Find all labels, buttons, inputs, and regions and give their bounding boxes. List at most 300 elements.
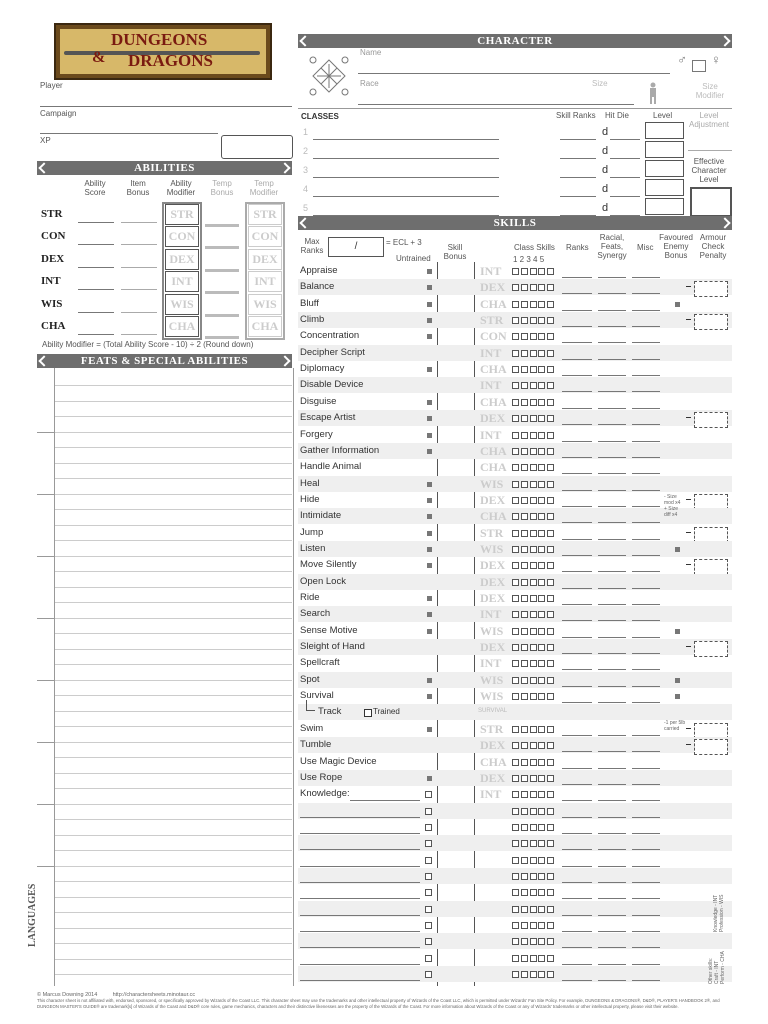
class-skill-checkbox[interactable] bbox=[547, 955, 554, 962]
skill-row[interactable] bbox=[298, 525, 732, 541]
racial-line[interactable] bbox=[598, 620, 626, 621]
ranks-line[interactable] bbox=[562, 800, 592, 801]
class-skill-checkbox[interactable] bbox=[521, 759, 528, 766]
class-skill-checkbox[interactable] bbox=[521, 808, 528, 815]
class-skill-checkbox[interactable] bbox=[521, 611, 528, 618]
ability-score-line[interactable] bbox=[78, 244, 114, 245]
temp-modifier-cell[interactable]: CON bbox=[248, 226, 282, 247]
class-skill-checkbox[interactable] bbox=[521, 301, 528, 308]
class-skill-checkbox[interactable] bbox=[512, 742, 519, 749]
ranks-line[interactable] bbox=[562, 669, 592, 670]
ability-modifier-cell[interactable]: STR bbox=[165, 204, 199, 225]
class-skill-checkbox[interactable] bbox=[538, 791, 545, 798]
class-skill-checkbox[interactable] bbox=[538, 579, 545, 586]
class-skill-checkbox[interactable] bbox=[530, 693, 537, 700]
knowledge-name-line[interactable] bbox=[300, 947, 420, 948]
max-ranks-box[interactable]: / bbox=[328, 237, 384, 257]
class-skill-checkbox[interactable] bbox=[538, 333, 545, 340]
class-skill-checkbox[interactable] bbox=[538, 546, 545, 553]
ranks-line[interactable] bbox=[562, 555, 592, 556]
class-skill-checkbox[interactable] bbox=[538, 595, 545, 602]
knowledge-row[interactable] bbox=[298, 786, 732, 802]
ranks-line[interactable] bbox=[562, 604, 592, 605]
ranks-line[interactable] bbox=[562, 473, 592, 474]
skill-row[interactable] bbox=[298, 427, 732, 443]
misc-line[interactable] bbox=[632, 768, 660, 769]
class-skill-checkbox[interactable] bbox=[530, 579, 537, 586]
campaign-line[interactable] bbox=[40, 133, 218, 134]
class-skill-checkbox[interactable] bbox=[530, 824, 537, 831]
class-skill-checkbox[interactable] bbox=[530, 350, 537, 357]
ranks-line[interactable] bbox=[562, 833, 592, 834]
skill-row[interactable] bbox=[298, 655, 732, 671]
class-skill-checkbox[interactable] bbox=[512, 595, 519, 602]
class-skill-checkbox[interactable] bbox=[521, 366, 528, 373]
class-skill-checkbox[interactable] bbox=[521, 857, 528, 864]
ranks-line[interactable] bbox=[562, 768, 592, 769]
misc-line[interactable] bbox=[632, 882, 660, 883]
temp-modifier-cell[interactable]: CHA bbox=[248, 316, 282, 337]
racial-line[interactable] bbox=[598, 490, 626, 491]
knowledge-row[interactable] bbox=[298, 803, 732, 819]
racial-line[interactable] bbox=[598, 866, 626, 867]
gender-box[interactable] bbox=[692, 60, 706, 72]
class-skill-checkbox[interactable] bbox=[547, 693, 554, 700]
class-skill-checkbox[interactable] bbox=[512, 660, 519, 667]
racial-line[interactable] bbox=[598, 637, 626, 638]
class-skill-checkbox[interactable] bbox=[530, 415, 537, 422]
temp-modifier-cell[interactable]: STR bbox=[248, 204, 282, 225]
class-skill-checkbox[interactable] bbox=[547, 562, 554, 569]
class-skill-ranks-line[interactable] bbox=[560, 196, 596, 197]
gender-male-icon[interactable]: ♂ bbox=[677, 52, 687, 67]
misc-line[interactable] bbox=[632, 898, 660, 899]
class-skill-checkbox[interactable] bbox=[521, 938, 528, 945]
temp-bonus-line[interactable] bbox=[205, 269, 239, 272]
skill-row[interactable] bbox=[298, 721, 732, 737]
class-skill-checkbox[interactable] bbox=[530, 971, 537, 978]
class-skill-checkbox[interactable] bbox=[547, 579, 554, 586]
skill-row[interactable] bbox=[298, 279, 732, 295]
class-skill-checkbox[interactable] bbox=[512, 873, 519, 880]
class-skill-checkbox[interactable] bbox=[530, 284, 537, 291]
class-skill-checkbox[interactable] bbox=[521, 971, 528, 978]
knowledge-name-line[interactable] bbox=[300, 882, 420, 883]
item-bonus-line[interactable] bbox=[121, 222, 157, 223]
class-skill-checkbox[interactable] bbox=[521, 448, 528, 455]
class-skill-checkbox[interactable] bbox=[547, 775, 554, 782]
skill-row[interactable] bbox=[298, 754, 732, 770]
racial-line[interactable] bbox=[598, 588, 626, 589]
class-skill-checkbox[interactable] bbox=[521, 660, 528, 667]
class-skill-checkbox[interactable] bbox=[512, 382, 519, 389]
class-level-box[interactable] bbox=[645, 160, 684, 177]
class-skill-checkbox[interactable] bbox=[538, 611, 545, 618]
class-skill-checkbox[interactable] bbox=[530, 611, 537, 618]
class-skill-checkbox[interactable] bbox=[512, 791, 519, 798]
class-skill-checkbox[interactable] bbox=[547, 513, 554, 520]
misc-line[interactable] bbox=[632, 620, 660, 621]
knowledge-name-line[interactable] bbox=[300, 817, 420, 818]
class-skill-checkbox[interactable] bbox=[547, 481, 554, 488]
class-skill-checkbox[interactable] bbox=[547, 840, 554, 847]
feats-area[interactable] bbox=[54, 368, 294, 986]
class-skill-checkbox[interactable] bbox=[530, 546, 537, 553]
class-skill-checkbox[interactable] bbox=[530, 366, 537, 373]
class-skill-checkbox[interactable] bbox=[547, 268, 554, 275]
ability-modifier-cell[interactable]: WIS bbox=[165, 294, 199, 315]
item-bonus-line[interactable] bbox=[121, 289, 157, 290]
misc-line[interactable] bbox=[632, 866, 660, 867]
misc-line[interactable] bbox=[632, 702, 660, 703]
class-skill-checkbox[interactable] bbox=[538, 840, 545, 847]
class-skill-checkbox[interactable] bbox=[547, 546, 554, 553]
class-skill-checkbox[interactable] bbox=[512, 350, 519, 357]
effective-level-box[interactable] bbox=[690, 187, 732, 217]
class-skill-checkbox[interactable] bbox=[538, 889, 545, 896]
class-skill-checkbox[interactable] bbox=[530, 464, 537, 471]
ranks-line[interactable] bbox=[562, 375, 592, 376]
class-skill-checkbox[interactable] bbox=[530, 530, 537, 537]
ranks-line[interactable] bbox=[562, 915, 592, 916]
skill-row[interactable] bbox=[298, 459, 732, 475]
racial-line[interactable] bbox=[598, 375, 626, 376]
misc-line[interactable] bbox=[632, 424, 660, 425]
class-skill-checkbox[interactable] bbox=[547, 791, 554, 798]
skill-row[interactable] bbox=[298, 606, 732, 622]
class-skill-checkbox[interactable] bbox=[538, 775, 545, 782]
skill-row[interactable] bbox=[298, 443, 732, 459]
class-skill-checkbox[interactable] bbox=[547, 759, 554, 766]
class-skill-checkbox[interactable] bbox=[547, 366, 554, 373]
class-skill-checkbox[interactable] bbox=[521, 268, 528, 275]
racial-line[interactable] bbox=[598, 702, 626, 703]
temp-bonus-line[interactable] bbox=[205, 224, 239, 227]
racial-line[interactable] bbox=[598, 980, 626, 981]
misc-line[interactable] bbox=[632, 391, 660, 392]
class-skill-checkbox[interactable] bbox=[521, 333, 528, 340]
class-skill-checkbox[interactable] bbox=[521, 693, 528, 700]
class-skill-checkbox[interactable] bbox=[530, 742, 537, 749]
misc-line[interactable] bbox=[632, 506, 660, 507]
misc-line[interactable] bbox=[632, 490, 660, 491]
class-skill-checkbox[interactable] bbox=[547, 448, 554, 455]
class-skill-checkbox[interactable] bbox=[521, 382, 528, 389]
knowledge-untrained-checkbox[interactable] bbox=[425, 889, 432, 896]
class-skill-checkbox[interactable] bbox=[530, 759, 537, 766]
racial-line[interactable] bbox=[598, 473, 626, 474]
class-skill-checkbox[interactable] bbox=[530, 906, 537, 913]
class-skill-checkbox[interactable] bbox=[521, 432, 528, 439]
ranks-line[interactable] bbox=[562, 342, 592, 343]
class-skill-checkbox[interactable] bbox=[530, 399, 537, 406]
class-skill-checkbox[interactable] bbox=[538, 382, 545, 389]
knowledge-untrained-checkbox[interactable] bbox=[425, 906, 432, 913]
class-skill-checkbox[interactable] bbox=[512, 971, 519, 978]
class-skill-checkbox[interactable] bbox=[512, 546, 519, 553]
class-skill-checkbox[interactable] bbox=[547, 808, 554, 815]
xp-box[interactable] bbox=[221, 135, 293, 159]
class-skill-checkbox[interactable] bbox=[547, 824, 554, 831]
misc-line[interactable] bbox=[632, 522, 660, 523]
racial-line[interactable] bbox=[598, 931, 626, 932]
class-skill-checkbox[interactable] bbox=[538, 350, 545, 357]
knowledge-row[interactable] bbox=[298, 868, 732, 884]
knowledge-name-line[interactable] bbox=[350, 800, 420, 801]
knowledge-untrained-checkbox[interactable] bbox=[425, 922, 432, 929]
ranks-line[interactable] bbox=[562, 751, 592, 752]
item-bonus-line[interactable] bbox=[121, 267, 157, 268]
class-skill-checkbox[interactable] bbox=[538, 857, 545, 864]
class-skill-checkbox[interactable] bbox=[521, 824, 528, 831]
class-skill-checkbox[interactable] bbox=[530, 873, 537, 880]
racial-line[interactable] bbox=[598, 686, 626, 687]
class-skill-checkbox[interactable] bbox=[547, 464, 554, 471]
knowledge-untrained-checkbox[interactable] bbox=[425, 824, 432, 831]
class-skill-checkbox[interactable] bbox=[530, 938, 537, 945]
ranks-line[interactable] bbox=[562, 310, 592, 311]
misc-line[interactable] bbox=[632, 588, 660, 589]
race-line[interactable] bbox=[358, 104, 634, 105]
racial-line[interactable] bbox=[598, 522, 626, 523]
class-level-box[interactable] bbox=[645, 179, 684, 196]
skill-row[interactable] bbox=[298, 345, 732, 361]
class-skill-checkbox[interactable] bbox=[547, 677, 554, 684]
class-skill-checkbox[interactable] bbox=[512, 889, 519, 896]
skill-row[interactable] bbox=[298, 639, 732, 655]
skill-row[interactable] bbox=[298, 410, 732, 426]
class-skill-checkbox[interactable] bbox=[512, 628, 519, 635]
class-skill-checkbox[interactable] bbox=[538, 971, 545, 978]
racial-line[interactable] bbox=[598, 539, 626, 540]
ranks-line[interactable] bbox=[562, 457, 592, 458]
knowledge-untrained-checkbox[interactable] bbox=[425, 873, 432, 880]
class-skill-checkbox[interactable] bbox=[547, 611, 554, 618]
knowledge-row[interactable] bbox=[298, 966, 732, 982]
class-skill-checkbox[interactable] bbox=[530, 317, 537, 324]
class-skill-checkbox[interactable] bbox=[521, 415, 528, 422]
class-skill-checkbox[interactable] bbox=[538, 677, 545, 684]
class-skill-checkbox[interactable] bbox=[547, 938, 554, 945]
knowledge-row[interactable] bbox=[298, 933, 732, 949]
class-skill-checkbox[interactable] bbox=[521, 513, 528, 520]
racial-line[interactable] bbox=[598, 359, 626, 360]
class-skill-checkbox[interactable] bbox=[512, 481, 519, 488]
class-skill-checkbox[interactable] bbox=[521, 955, 528, 962]
class-skill-checkbox[interactable] bbox=[547, 284, 554, 291]
class-skill-checkbox[interactable] bbox=[547, 317, 554, 324]
misc-line[interactable] bbox=[632, 326, 660, 327]
ability-modifier-cell[interactable]: DEX bbox=[165, 249, 199, 270]
knowledge-untrained-checkbox[interactable] bbox=[425, 955, 432, 962]
class-skill-checkbox[interactable] bbox=[512, 611, 519, 618]
racial-line[interactable] bbox=[598, 833, 626, 834]
class-skill-checkbox[interactable] bbox=[547, 922, 554, 929]
misc-line[interactable] bbox=[632, 604, 660, 605]
player-line[interactable] bbox=[40, 106, 292, 107]
misc-line[interactable] bbox=[632, 800, 660, 801]
class-skill-checkbox[interactable] bbox=[521, 579, 528, 586]
class-skill-ranks-line[interactable] bbox=[560, 139, 596, 140]
class-skill-checkbox[interactable] bbox=[521, 562, 528, 569]
class-skill-checkbox[interactable] bbox=[538, 415, 545, 422]
class-skill-checkbox[interactable] bbox=[547, 415, 554, 422]
class-skill-checkbox[interactable] bbox=[521, 791, 528, 798]
class-skill-checkbox[interactable] bbox=[521, 775, 528, 782]
class-skill-checkbox[interactable] bbox=[547, 660, 554, 667]
skill-row[interactable] bbox=[298, 688, 732, 704]
class-skill-checkbox[interactable] bbox=[512, 448, 519, 455]
skill-row[interactable] bbox=[298, 312, 732, 328]
class-name-line[interactable] bbox=[313, 158, 499, 159]
class-skill-checkbox[interactable] bbox=[530, 726, 537, 733]
ability-score-line[interactable] bbox=[78, 334, 114, 335]
temp-modifier-cell[interactable]: INT bbox=[248, 271, 282, 292]
skill-row[interactable] bbox=[298, 672, 732, 688]
misc-line[interactable] bbox=[632, 293, 660, 294]
misc-line[interactable] bbox=[632, 669, 660, 670]
class-skill-checkbox[interactable] bbox=[547, 399, 554, 406]
knowledge-name-line[interactable] bbox=[300, 866, 420, 867]
class-skill-checkbox[interactable] bbox=[512, 562, 519, 569]
ability-score-line[interactable] bbox=[78, 267, 114, 268]
racial-line[interactable] bbox=[598, 342, 626, 343]
class-skill-checkbox[interactable] bbox=[512, 922, 519, 929]
ranks-line[interactable] bbox=[562, 702, 592, 703]
class-skill-checkbox[interactable] bbox=[538, 873, 545, 880]
class-skill-checkbox[interactable] bbox=[512, 857, 519, 864]
class-skill-checkbox[interactable] bbox=[512, 366, 519, 373]
ranks-line[interactable] bbox=[562, 980, 592, 981]
class-skill-checkbox[interactable] bbox=[521, 873, 528, 880]
racial-line[interactable] bbox=[598, 408, 626, 409]
class-level-box[interactable] bbox=[645, 122, 684, 139]
class-skill-checkbox[interactable] bbox=[530, 840, 537, 847]
class-skill-checkbox[interactable] bbox=[521, 726, 528, 733]
skill-row[interactable] bbox=[298, 557, 732, 573]
class-skill-checkbox[interactable] bbox=[512, 955, 519, 962]
ranks-line[interactable] bbox=[562, 539, 592, 540]
class-skill-checkbox[interactable] bbox=[547, 382, 554, 389]
class-skill-checkbox[interactable] bbox=[538, 644, 545, 651]
class-skill-checkbox[interactable] bbox=[521, 628, 528, 635]
class-skill-checkbox[interactable] bbox=[530, 481, 537, 488]
class-skill-checkbox[interactable] bbox=[521, 546, 528, 553]
class-skill-checkbox[interactable] bbox=[538, 726, 545, 733]
class-skill-checkbox[interactable] bbox=[538, 742, 545, 749]
racial-line[interactable] bbox=[598, 947, 626, 948]
racial-line[interactable] bbox=[598, 310, 626, 311]
skill-row[interactable] bbox=[298, 361, 732, 377]
class-skill-checkbox[interactable] bbox=[521, 497, 528, 504]
knowledge-row[interactable] bbox=[298, 950, 732, 966]
misc-line[interactable] bbox=[632, 539, 660, 540]
misc-line[interactable] bbox=[632, 359, 660, 360]
temp-modifier-cell[interactable]: DEX bbox=[248, 249, 282, 270]
class-skill-checkbox[interactable] bbox=[530, 595, 537, 602]
class-name-line[interactable] bbox=[313, 177, 499, 178]
ability-score-line[interactable] bbox=[78, 289, 114, 290]
class-skill-checkbox[interactable] bbox=[530, 562, 537, 569]
temp-bonus-line[interactable] bbox=[205, 246, 239, 249]
misc-line[interactable] bbox=[632, 637, 660, 638]
racial-line[interactable] bbox=[598, 915, 626, 916]
misc-line[interactable] bbox=[632, 375, 660, 376]
class-skill-checkbox[interactable] bbox=[538, 922, 545, 929]
misc-line[interactable] bbox=[632, 457, 660, 458]
hit-die-line[interactable] bbox=[610, 158, 640, 159]
class-skill-checkbox[interactable] bbox=[547, 726, 554, 733]
class-skill-checkbox[interactable] bbox=[530, 660, 537, 667]
knowledge-untrained-checkbox[interactable] bbox=[425, 840, 432, 847]
misc-line[interactable] bbox=[632, 473, 660, 474]
ranks-line[interactable] bbox=[562, 817, 592, 818]
temp-modifier-cell[interactable]: WIS bbox=[248, 294, 282, 315]
class-skill-checkbox[interactable] bbox=[538, 513, 545, 520]
class-skill-checkbox[interactable] bbox=[538, 399, 545, 406]
item-bonus-line[interactable] bbox=[121, 244, 157, 245]
class-skill-checkbox[interactable] bbox=[530, 791, 537, 798]
hit-die-line[interactable] bbox=[610, 177, 640, 178]
racial-line[interactable] bbox=[598, 555, 626, 556]
knowledge-untrained-checkbox[interactable] bbox=[425, 938, 432, 945]
racial-line[interactable] bbox=[598, 653, 626, 654]
class-skill-checkbox[interactable] bbox=[530, 301, 537, 308]
class-skill-checkbox[interactable] bbox=[547, 644, 554, 651]
class-skill-checkbox[interactable] bbox=[547, 873, 554, 880]
class-skill-checkbox[interactable] bbox=[521, 644, 528, 651]
class-skill-checkbox[interactable] bbox=[512, 693, 519, 700]
misc-line[interactable] bbox=[632, 833, 660, 834]
class-skill-checkbox[interactable] bbox=[512, 644, 519, 651]
class-skill-checkbox[interactable] bbox=[547, 971, 554, 978]
class-skill-checkbox[interactable] bbox=[512, 301, 519, 308]
racial-line[interactable] bbox=[598, 768, 626, 769]
class-skill-checkbox[interactable] bbox=[538, 906, 545, 913]
ranks-line[interactable] bbox=[562, 391, 592, 392]
skill-row[interactable] bbox=[298, 377, 732, 393]
class-skill-checkbox[interactable] bbox=[538, 824, 545, 831]
knowledge-name-line[interactable] bbox=[300, 915, 420, 916]
gender-female-icon[interactable]: ♀ bbox=[711, 52, 721, 67]
class-skill-checkbox[interactable] bbox=[530, 382, 537, 389]
class-skill-checkbox[interactable] bbox=[538, 693, 545, 700]
knowledge-name-line[interactable] bbox=[300, 964, 420, 965]
misc-line[interactable] bbox=[632, 408, 660, 409]
ranks-line[interactable] bbox=[562, 686, 592, 687]
ranks-line[interactable] bbox=[562, 849, 592, 850]
class-skill-checkbox[interactable] bbox=[512, 333, 519, 340]
class-skill-checkbox[interactable] bbox=[547, 628, 554, 635]
class-skill-checkbox[interactable] bbox=[512, 317, 519, 324]
ranks-line[interactable] bbox=[562, 490, 592, 491]
class-skill-checkbox[interactable] bbox=[530, 333, 537, 340]
racial-line[interactable] bbox=[598, 604, 626, 605]
misc-line[interactable] bbox=[632, 310, 660, 311]
class-skill-checkbox[interactable] bbox=[530, 808, 537, 815]
class-skill-checkbox[interactable] bbox=[521, 481, 528, 488]
class-skill-checkbox[interactable] bbox=[538, 464, 545, 471]
class-skill-checkbox[interactable] bbox=[512, 726, 519, 733]
misc-line[interactable] bbox=[632, 947, 660, 948]
class-skill-checkbox[interactable] bbox=[547, 497, 554, 504]
skill-row[interactable] bbox=[298, 574, 732, 590]
track-trained-checkbox[interactable] bbox=[364, 709, 372, 717]
knowledge-name-line[interactable] bbox=[300, 833, 420, 834]
class-skill-checkbox[interactable] bbox=[530, 513, 537, 520]
item-bonus-line[interactable] bbox=[121, 334, 157, 335]
class-skill-checkbox[interactable] bbox=[521, 284, 528, 291]
